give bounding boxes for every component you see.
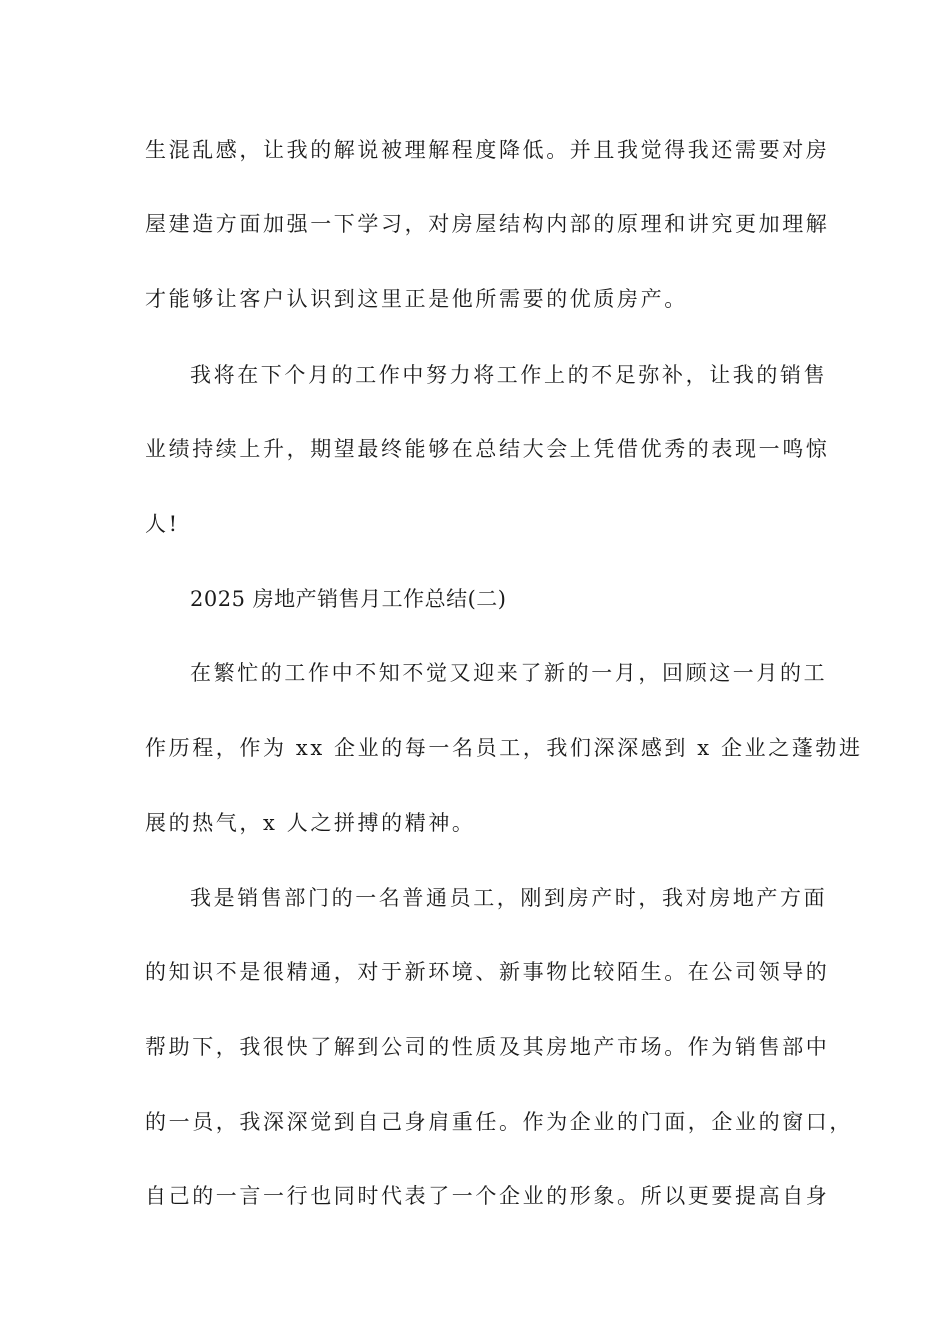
paragraph-line: 作历程，作为 xx 企业的每一名员工，我们深深感到 x 企业之蓬勃进 — [145, 736, 863, 760]
paragraph-line: 的一员，我深深觉到自己身肩重任。作为企业的门面，企业的窗口， — [145, 1110, 853, 1134]
paragraph-line: 展的热气，x 人之拼搏的精神。 — [145, 811, 476, 835]
paragraph-line: 业绩持续上升，期望最终能够在总结大会上凭借优秀的表现一鸣惊 — [145, 437, 830, 461]
paragraph-line: 人! — [145, 512, 180, 536]
paragraph-line: 屋建造方面加强一下学习，对房屋结构内部的原理和讲究更加理解 — [145, 212, 830, 236]
paragraph-line: 在繁忙的工作中不知不觉又迎来了新的一月，回顾这一月的工 — [190, 661, 828, 685]
paragraph-line: 帮助下，我很快了解到公司的性质及其房地产市场。作为销售部中 — [145, 1035, 830, 1059]
paragraph-line: 的知识不是很精通，对于新环境、新事物比较陌生。在公司领导的 — [145, 960, 830, 984]
section-heading: 2025 房地产销售月工作总结(二) — [190, 587, 507, 611]
paragraph-line: 自己的一言一行也同时代表了一个企业的形象。所以更要提高自身 — [145, 1184, 830, 1208]
paragraph-line: 我将在下个月的工作中努力将工作上的不足弥补，让我的销售 — [190, 363, 828, 387]
paragraph-line: 我是销售部门的一名普通员工，刚到房产时，我对房地产方面 — [190, 886, 828, 910]
paragraph-line: 生混乱感，让我的解说被理解程度降低。并且我觉得我还需要对房 — [145, 138, 830, 162]
paragraph-line: 才能够让客户认识到这里正是他所需要的优质房产。 — [145, 287, 688, 311]
